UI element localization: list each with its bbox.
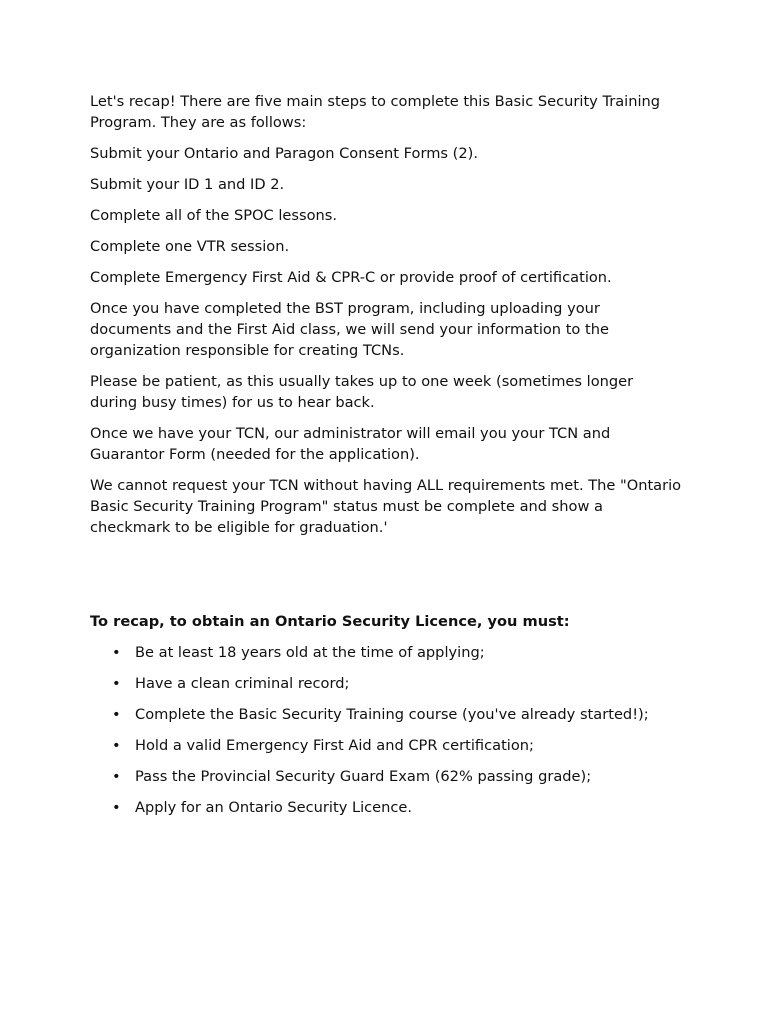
paragraph-step-vtr: Complete one VTR session. (90, 238, 290, 255)
section-spacer (90, 548, 682, 611)
paragraph-step-first-aid: Complete Emergency First Aid & CPR-C or provide proof of certification. (90, 269, 612, 286)
bullet-icon: • (112, 644, 121, 661)
list-item-text: Be at least 18 years old at the time of applying; (135, 644, 485, 661)
bullet-icon: • (112, 768, 121, 785)
paragraph-step-ids: Submit your ID 1 and ID 2. (90, 176, 285, 193)
list-item (90, 735, 682, 756)
section-heading: To recap, to obtain an Ontario Security Licence, you must: (90, 613, 570, 630)
paragraph-tcn-email: Once we have your TCN, our administrator will email you your TCN and Guarantor Form (needed for the application). (90, 425, 611, 463)
paragraph-patience: Please be patient, as this usually takes up to one week (sometimes longer during busy times) for us to hear back. (90, 373, 634, 411)
list-item-text: Hold a valid Emergency First Aid and CPR certification; (135, 737, 534, 754)
list-item-text: Pass the Provincial Security Guard Exam (62% passing grade); (135, 768, 592, 785)
list-item-text: Apply for an Ontario Security Licence. (135, 799, 413, 816)
paragraph-intro: Let's recap! There are five main steps to complete this Basic Security Training Program. They are as follows: (90, 93, 661, 131)
list-item (90, 673, 682, 694)
paragraph-step-consent-forms: Submit your Ontario and Paragon Consent Forms (2). (90, 145, 478, 162)
document-page (90, 91, 682, 828)
list-item-text: Complete the Basic Security Training course (you've already started!); (135, 706, 649, 723)
requirements-list (90, 642, 682, 818)
list-item-text: Have a clean criminal record; (135, 675, 350, 692)
list-item (90, 642, 682, 663)
bullet-icon: • (112, 799, 121, 816)
bullet-icon: • (112, 675, 121, 692)
paragraph-requirements: We cannot request your TCN without having ALL requirements met. The "Ontario Basic Security Training Program" status must be complete and show a checkmark to be eligible for graduation.' (90, 477, 682, 536)
list-item (90, 704, 682, 725)
list-item (90, 797, 682, 818)
list-item (90, 766, 682, 787)
paragraph-step-spoc: Complete all of the SPOC lessons. (90, 207, 337, 224)
bullet-icon: • (112, 737, 121, 754)
bullet-icon: • (112, 706, 121, 723)
paragraph-completion: Once you have completed the BST program, including uploading your documents and the First Aid class, we will send your information to the organization responsible for creating TCNs. (90, 300, 609, 359)
